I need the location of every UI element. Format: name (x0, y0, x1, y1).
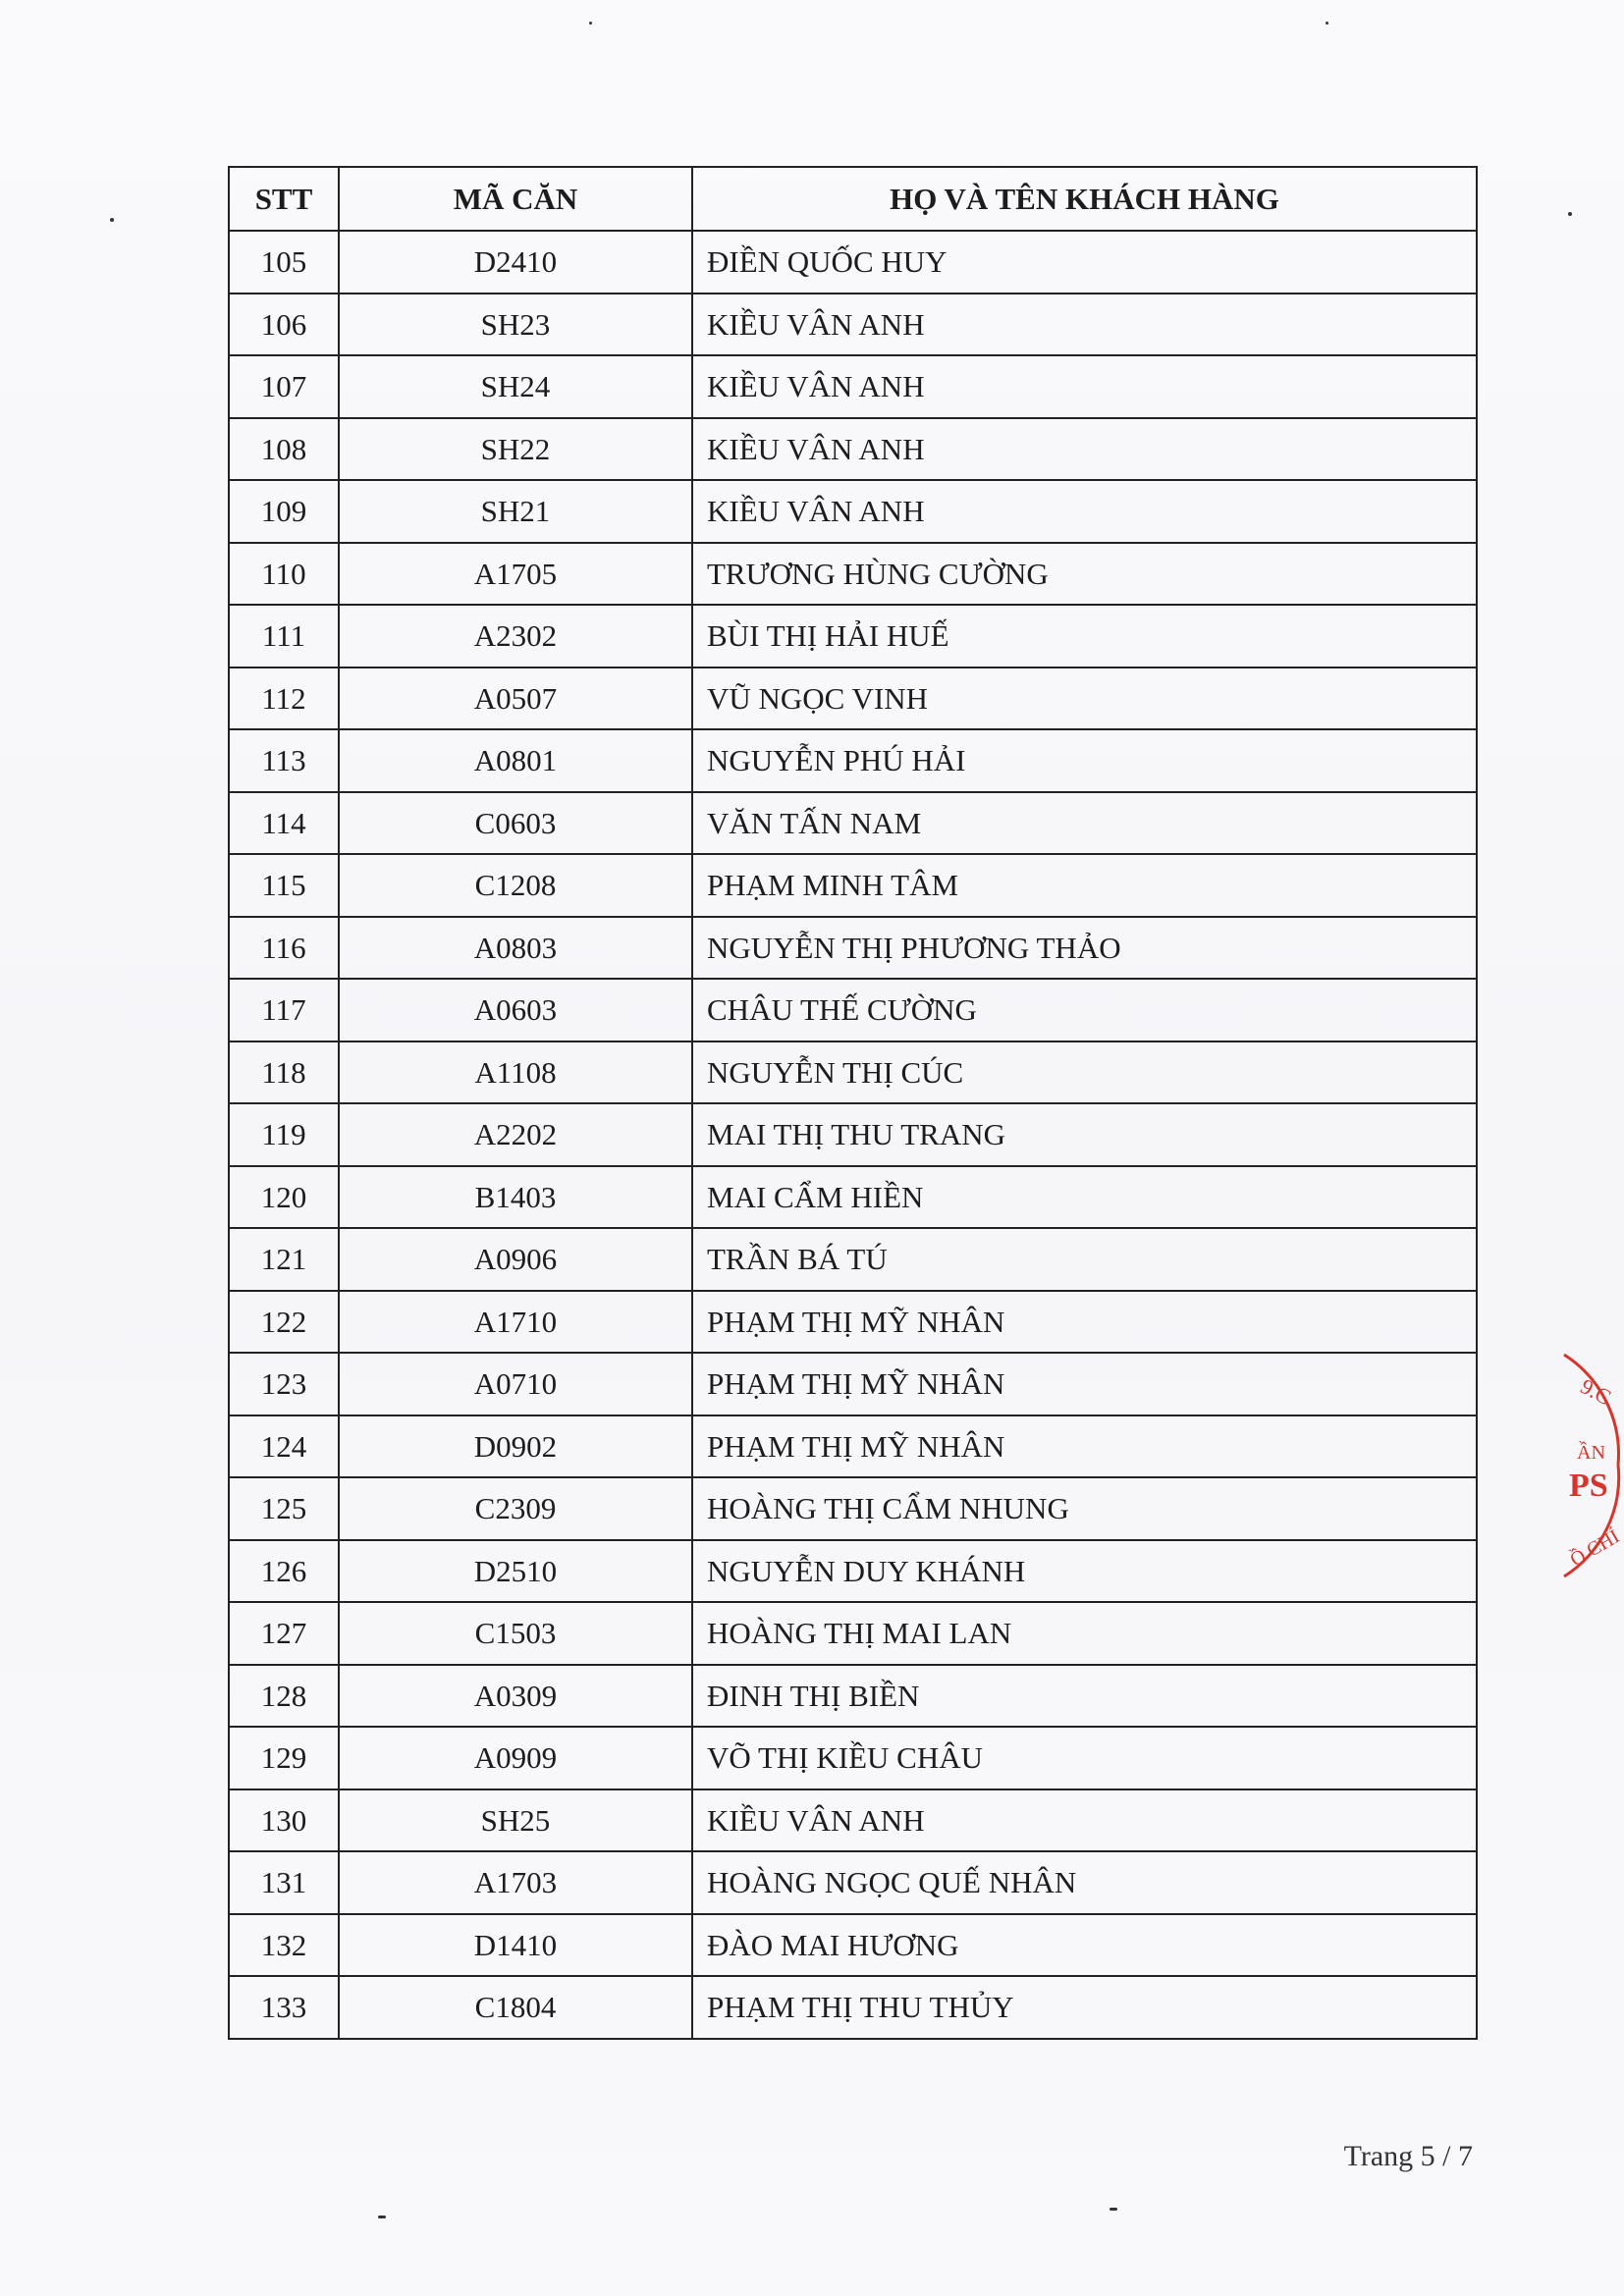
cell-name: NGUYỄN DUY KHÁNH (692, 1540, 1477, 1603)
cell-name: PHẠM THỊ THU THỦY (692, 1976, 1477, 2039)
cell-name: CHÂU THẾ CƯỜNG (692, 979, 1477, 1041)
scan-speck (1568, 212, 1572, 216)
table-row (229, 605, 1477, 667)
cell-name: NGUYỄN THỊ CÚC (692, 1041, 1477, 1104)
cell-name: PHẠM MINH TÂM (692, 854, 1477, 917)
scan-speck (589, 22, 592, 25)
table-row (229, 1103, 1477, 1166)
table-row (229, 543, 1477, 606)
table-row (229, 1789, 1477, 1852)
cell-name: KIỀU VÂN ANH (692, 1789, 1477, 1852)
cell-stt: 110 (229, 543, 339, 606)
scan-speck (1326, 22, 1328, 25)
column-header-stt: STT (229, 167, 339, 231)
cell-stt: 105 (229, 231, 339, 294)
cell-code: SH22 (339, 418, 692, 481)
cell-stt: 123 (229, 1353, 339, 1415)
cell-name: PHẠM THỊ MỸ NHÂN (692, 1353, 1477, 1415)
cell-name: VĂN TẤN NAM (692, 792, 1477, 855)
table-row (229, 729, 1477, 792)
cell-code: A1703 (339, 1851, 692, 1914)
scan-speck (1110, 2208, 1117, 2211)
table-row (229, 667, 1477, 730)
cell-name: KIỀU VÂN ANH (692, 418, 1477, 481)
svg-text:9.C: 9.C (1576, 1373, 1615, 1411)
table-row (229, 1602, 1477, 1665)
table-row (229, 1353, 1477, 1415)
cell-stt: 106 (229, 294, 339, 356)
table-row (229, 1851, 1477, 1914)
table-row (229, 231, 1477, 294)
table-row (229, 1477, 1477, 1540)
table-row (229, 294, 1477, 356)
table-row (229, 355, 1477, 418)
table-header (229, 167, 1477, 231)
table-row (229, 792, 1477, 855)
cell-name: ĐIỀN QUỐC HUY (692, 231, 1477, 294)
svg-text:ẦN: ẦN (1577, 1442, 1605, 1464)
page-number: Trang 5 / 7 (1343, 2140, 1473, 2172)
cell-name: PHẠM THỊ MỸ NHÂN (692, 1291, 1477, 1354)
table-row (229, 1291, 1477, 1354)
table-row (229, 1976, 1477, 2039)
cell-code: A2202 (339, 1103, 692, 1166)
cell-stt: 111 (229, 605, 339, 667)
cell-stt: 124 (229, 1415, 339, 1478)
cell-code: A2302 (339, 605, 692, 667)
column-header-code: MÃ CĂN (339, 167, 692, 231)
cell-name: HOÀNG THỊ MAI LAN (692, 1602, 1477, 1665)
cell-code: A1705 (339, 543, 692, 606)
cell-code: SH25 (339, 1789, 692, 1852)
cell-stt: 129 (229, 1727, 339, 1789)
cell-stt: 120 (229, 1166, 339, 1229)
cell-stt: 109 (229, 480, 339, 543)
cell-stt: 125 (229, 1477, 339, 1540)
cell-code: SH21 (339, 480, 692, 543)
cell-code: A0507 (339, 667, 692, 730)
cell-code: A1710 (339, 1291, 692, 1354)
table-row (229, 480, 1477, 543)
cell-code: A0309 (339, 1665, 692, 1728)
cell-code: A0710 (339, 1353, 692, 1415)
cell-name: KIỀU VÂN ANH (692, 480, 1477, 543)
table-row (229, 1415, 1477, 1478)
cell-stt: 114 (229, 792, 339, 855)
cell-stt: 128 (229, 1665, 339, 1728)
cell-code: D2410 (339, 231, 692, 294)
cell-stt: 116 (229, 917, 339, 980)
cell-name: NGUYỄN THỊ PHƯƠNG THẢO (692, 917, 1477, 980)
cell-stt: 133 (229, 1976, 339, 2039)
cell-code: C1503 (339, 1602, 692, 1665)
column-header-name: HỌ VÀ TÊN KHÁCH HÀNG (692, 167, 1477, 231)
cell-code: B1403 (339, 1166, 692, 1229)
cell-name: NGUYỄN PHÚ HẢI (692, 729, 1477, 792)
cell-code: SH23 (339, 294, 692, 356)
table-row (229, 1665, 1477, 1728)
cell-stt: 121 (229, 1228, 339, 1291)
table-row (229, 418, 1477, 481)
table-row (229, 979, 1477, 1041)
cell-name: HOÀNG THỊ CẨM NHUNG (692, 1477, 1477, 1540)
cell-name: TRẦN BÁ TÚ (692, 1228, 1477, 1291)
cell-code: C1804 (339, 1976, 692, 2039)
cell-code: D0902 (339, 1415, 692, 1478)
table-row (229, 1041, 1477, 1104)
cell-stt: 115 (229, 854, 339, 917)
cell-stt: 108 (229, 418, 339, 481)
cell-code: A1108 (339, 1041, 692, 1104)
cell-code: C0603 (339, 792, 692, 855)
cell-code: A0909 (339, 1727, 692, 1789)
red-stamp (1559, 1337, 1624, 1592)
table-row (229, 917, 1477, 980)
table-row (229, 1228, 1477, 1291)
scan-speck (110, 218, 114, 222)
customer-table (228, 166, 1478, 2040)
cell-stt: 122 (229, 1291, 339, 1354)
cell-name: PHẠM THỊ MỸ NHÂN (692, 1415, 1477, 1478)
cell-stt: 132 (229, 1914, 339, 1977)
cell-name: HOÀNG NGỌC QUẾ NHÂN (692, 1851, 1477, 1914)
cell-name: BÙI THỊ HẢI HUẾ (692, 605, 1477, 667)
cell-name: KIỀU VÂN ANH (692, 294, 1477, 356)
cell-code: A0906 (339, 1228, 692, 1291)
cell-name: VÕ THỊ KIỀU CHÂU (692, 1727, 1477, 1789)
table-row (229, 1914, 1477, 1977)
cell-stt: 118 (229, 1041, 339, 1104)
cell-stt: 107 (229, 355, 339, 418)
cell-code: C2309 (339, 1477, 692, 1540)
cell-name: KIỀU VÂN ANH (692, 355, 1477, 418)
cell-code: D1410 (339, 1914, 692, 1977)
table-body (229, 231, 1477, 2039)
table-row (229, 1540, 1477, 1603)
cell-code: C1208 (339, 854, 692, 917)
cell-name: ĐÀO MAI HƯƠNG (692, 1914, 1477, 1977)
cell-stt: 126 (229, 1540, 339, 1603)
cell-stt: 127 (229, 1602, 339, 1665)
cell-name: ĐINH THỊ BIỀN (692, 1665, 1477, 1728)
cell-stt: 119 (229, 1103, 339, 1166)
cell-code: A0803 (339, 917, 692, 980)
cell-stt: 131 (229, 1851, 339, 1914)
table-row (229, 854, 1477, 917)
cell-name: TRƯƠNG HÙNG CƯỜNG (692, 543, 1477, 606)
cell-code: A0801 (339, 729, 692, 792)
cell-stt: 117 (229, 979, 339, 1041)
cell-code: SH24 (339, 355, 692, 418)
cell-stt: 130 (229, 1789, 339, 1852)
svg-text:Ồ CHÍ: Ồ CHÍ (1566, 1525, 1624, 1572)
cell-code: A0603 (339, 979, 692, 1041)
table-row (229, 1727, 1477, 1789)
cell-name: MAI THỊ THU TRANG (692, 1103, 1477, 1166)
table-header-row (229, 167, 1477, 231)
table-row (229, 1166, 1477, 1229)
scan-speck (378, 2216, 386, 2218)
cell-name: MAI CẨM HIỀN (692, 1166, 1477, 1229)
cell-code: D2510 (339, 1540, 692, 1603)
cell-stt: 113 (229, 729, 339, 792)
cell-stt: 112 (229, 667, 339, 730)
cell-name: VŨ NGỌC VINH (692, 667, 1477, 730)
svg-text:PS: PS (1569, 1468, 1608, 1504)
